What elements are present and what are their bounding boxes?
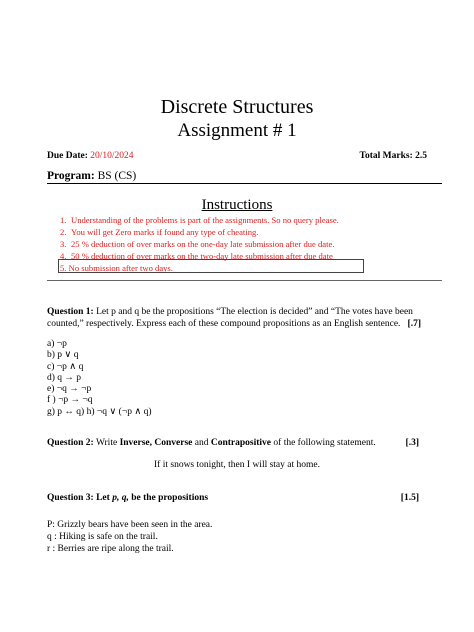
- question3-marks: [1.5]: [400, 493, 419, 503]
- option-item: e) ¬q → ¬p: [47, 384, 92, 395]
- option-item: a) ¬p: [47, 339, 67, 349]
- program-line: [47, 170, 136, 182]
- option-item: c) ¬p ∧ q: [47, 361, 84, 372]
- instruction-item: 3. 25 % deduction of over marks on the one-day late submission after due date.: [60, 238, 335, 249]
- program-label: Program:: [47, 170, 95, 182]
- due-date-value: 20/10/2024: [90, 151, 134, 161]
- option-item: f ) ¬p → ¬q: [47, 395, 93, 406]
- question1-label: Question 1:: [47, 307, 94, 317]
- due-date-label: Due Date:: [47, 151, 88, 161]
- proposition-item: P: Grizzly bears have been seen in the area.: [47, 520, 213, 530]
- question2-line: Question 2: Write Inverse, Converse and Contrapositive of the following statement.: [47, 438, 376, 448]
- option-item: d) q → p: [47, 372, 82, 383]
- document-title: Discrete Structures: [160, 96, 314, 118]
- proposition-item: q : Hiking is safe on the trail.: [47, 531, 158, 542]
- instruction-item: 5. No submission after two days.: [60, 262, 173, 273]
- instruction-item: 1. Understanding of the problems is part of the assignments. So no query please.: [60, 215, 339, 225]
- question1-marks: [.7]: [407, 319, 421, 329]
- question2-statement: If it snows tonight, then I will stay at home.: [154, 460, 320, 470]
- instruction-item: 2. You will get Zero marks if found any type of cheating.: [60, 226, 259, 237]
- instruction-item: 4. 50 % deduction of over marks on the two-day late submission after due date: [60, 250, 333, 261]
- header-divider: [47, 183, 442, 184]
- due-date-line: [47, 151, 134, 161]
- option-item: g) p ↔ q) h) ¬q ∨ (¬p ∧ q): [47, 406, 152, 417]
- question1-line2: counted,” respectively. Express each of these compound propositions as an English sentence.: [47, 319, 401, 329]
- question1-options: [47, 339, 152, 418]
- proposition-item: r : Berries are ripe along the trail.: [47, 543, 174, 554]
- total-marks: Total Marks: 2.5: [359, 151, 427, 161]
- question3-line: Question 3: Let p, q, be the propositions: [47, 493, 209, 503]
- question2-label: Question 2:: [47, 438, 94, 448]
- question3-propositions: [47, 520, 212, 555]
- assignment-subtitle: Assignment # 1: [177, 120, 297, 141]
- question1-line1: Question 1: Let p and q be the propositions “The election is decided” and “The votes have been: [47, 307, 413, 317]
- section-divider: [47, 280, 442, 281]
- instruction-box-outline: [58, 259, 364, 273]
- option-item: b) p ∨ q: [47, 350, 79, 361]
- program-value: BS (CS): [97, 170, 137, 182]
- instructions-heading: Instructions: [201, 197, 273, 213]
- question2-marks: [.3]: [405, 438, 419, 448]
- question3-label: Question 3:: [47, 493, 94, 503]
